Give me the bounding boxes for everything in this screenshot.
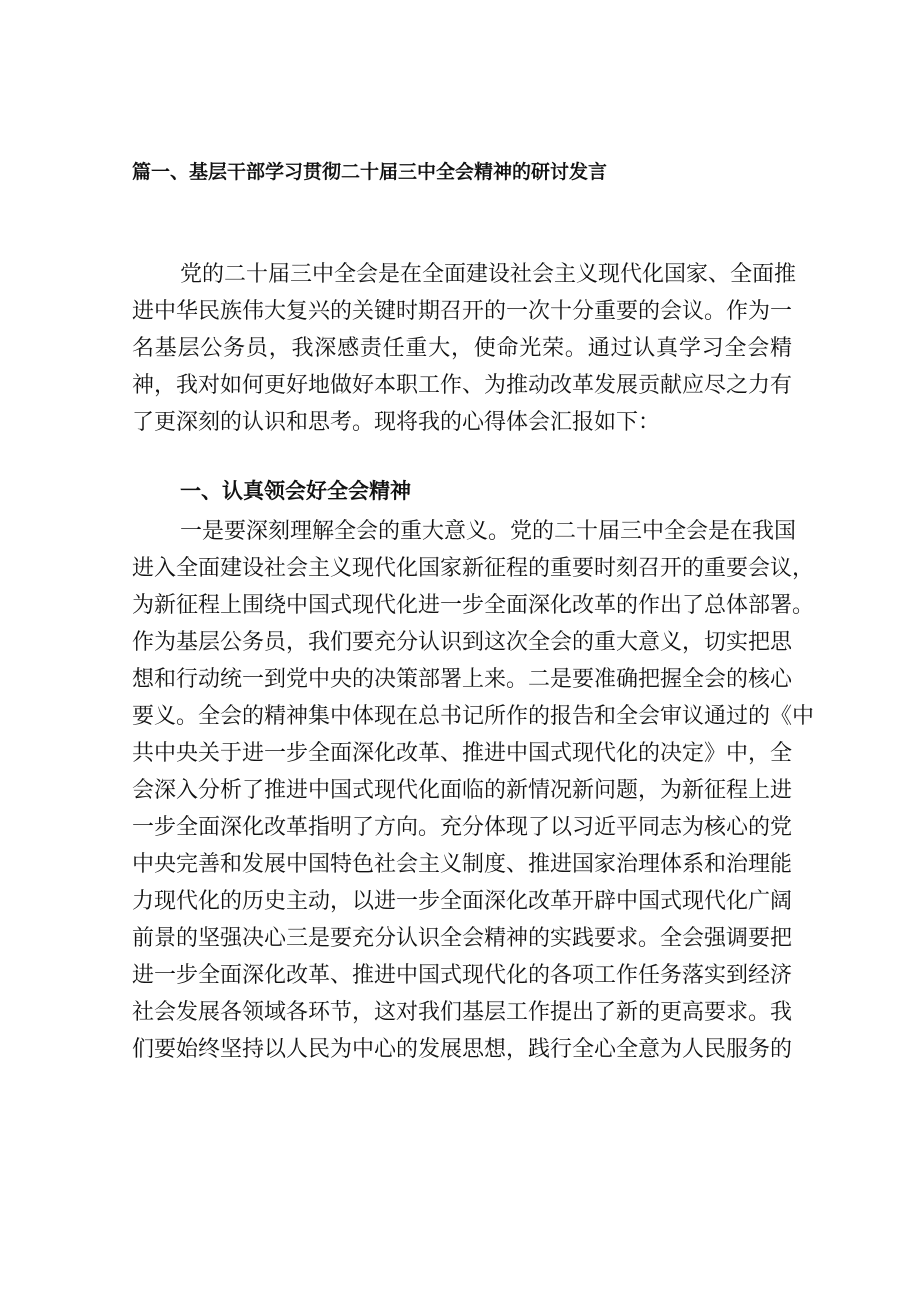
paragraph-line: 一步全面深化改革指明了方向。充分体现了以习近平同志为核心的党 <box>132 815 793 840</box>
document-title: 篇一、基层干部学习贯彻二十届三中全会精神的研讨发言 <box>132 161 608 183</box>
section-heading: 一、认真领会好全会精神 <box>180 479 411 503</box>
paragraph-line: 进中华民族伟大复兴的关键时期召开的一次十分重要的会议。作为一 <box>132 299 793 324</box>
paragraph-line: 了更深刻的认识和思考。现将我的心得体会汇报如下： <box>132 410 661 435</box>
paragraph-line: 党的二十届三中全会是在全面建设社会主义现代化国家、全面推 <box>180 262 797 287</box>
paragraph-line: 进一步全面深化改革、推进中国式现代化的各项工作任务落实到经济 <box>132 963 793 988</box>
paragraph-line: 中央完善和发展中国特色社会主义制度、推进国家治理体系和治理能 <box>132 852 793 877</box>
paragraph-line: 前景的坚强决心三是要充分认识全会精神的实践要求。全会强调要把 <box>132 926 793 951</box>
paragraph-line: 一是要深刻理解全会的重大意义。党的二十届三中全会是在我国 <box>180 519 797 544</box>
paragraph-line: 会深入分析了推进中国式现代化面临的新情况新问题，为新征程上进 <box>132 778 793 803</box>
paragraph-line: 们要始终坚持以人民为中心的发展思想，践行全心全意为人民服务的 <box>132 1037 793 1062</box>
paragraph-line: 力现代化的历史主动，以进一步全面深化改革开辟中国式现代化广阔 <box>132 889 793 914</box>
paragraph-line: 共中央关于进一步全面深化改革、推进中国式现代化的决定》中，全 <box>132 741 793 766</box>
paragraph-line: 要义。全会的精神集中体现在总书记所作的报告和全会审议通过的《中 <box>132 704 815 729</box>
body-paragraph <box>132 513 815 1068</box>
paragraph-line: 进入全面建设社会主义现代化国家新征程的重要时刻召开的重要会议， <box>132 556 815 581</box>
paragraph-line: 作为基层公务员，我们要充分认识到这次全会的重大意义，切实把思 <box>132 630 793 655</box>
paragraph-line: 想和行动统一到党中央的决策部署上来。二是要准确把握全会的核心 <box>132 667 793 692</box>
paragraph-line: 神，我对如何更好地做好本职工作、为推动改革发展贡献应尽之力有 <box>132 373 793 398</box>
paragraph-line: 为新征程上围绕中国式现代化进一步全面深化改革的作出了总体部署。 <box>132 593 815 618</box>
intro-paragraph <box>132 256 797 441</box>
paragraph-line: 社会发展各领域各环节，这对我们基层工作提出了新的更高要求。我 <box>132 1000 793 1025</box>
paragraph-line: 名基层公务员，我深感责任重大，使命光荣。通过认真学习全会精 <box>132 336 792 361</box>
